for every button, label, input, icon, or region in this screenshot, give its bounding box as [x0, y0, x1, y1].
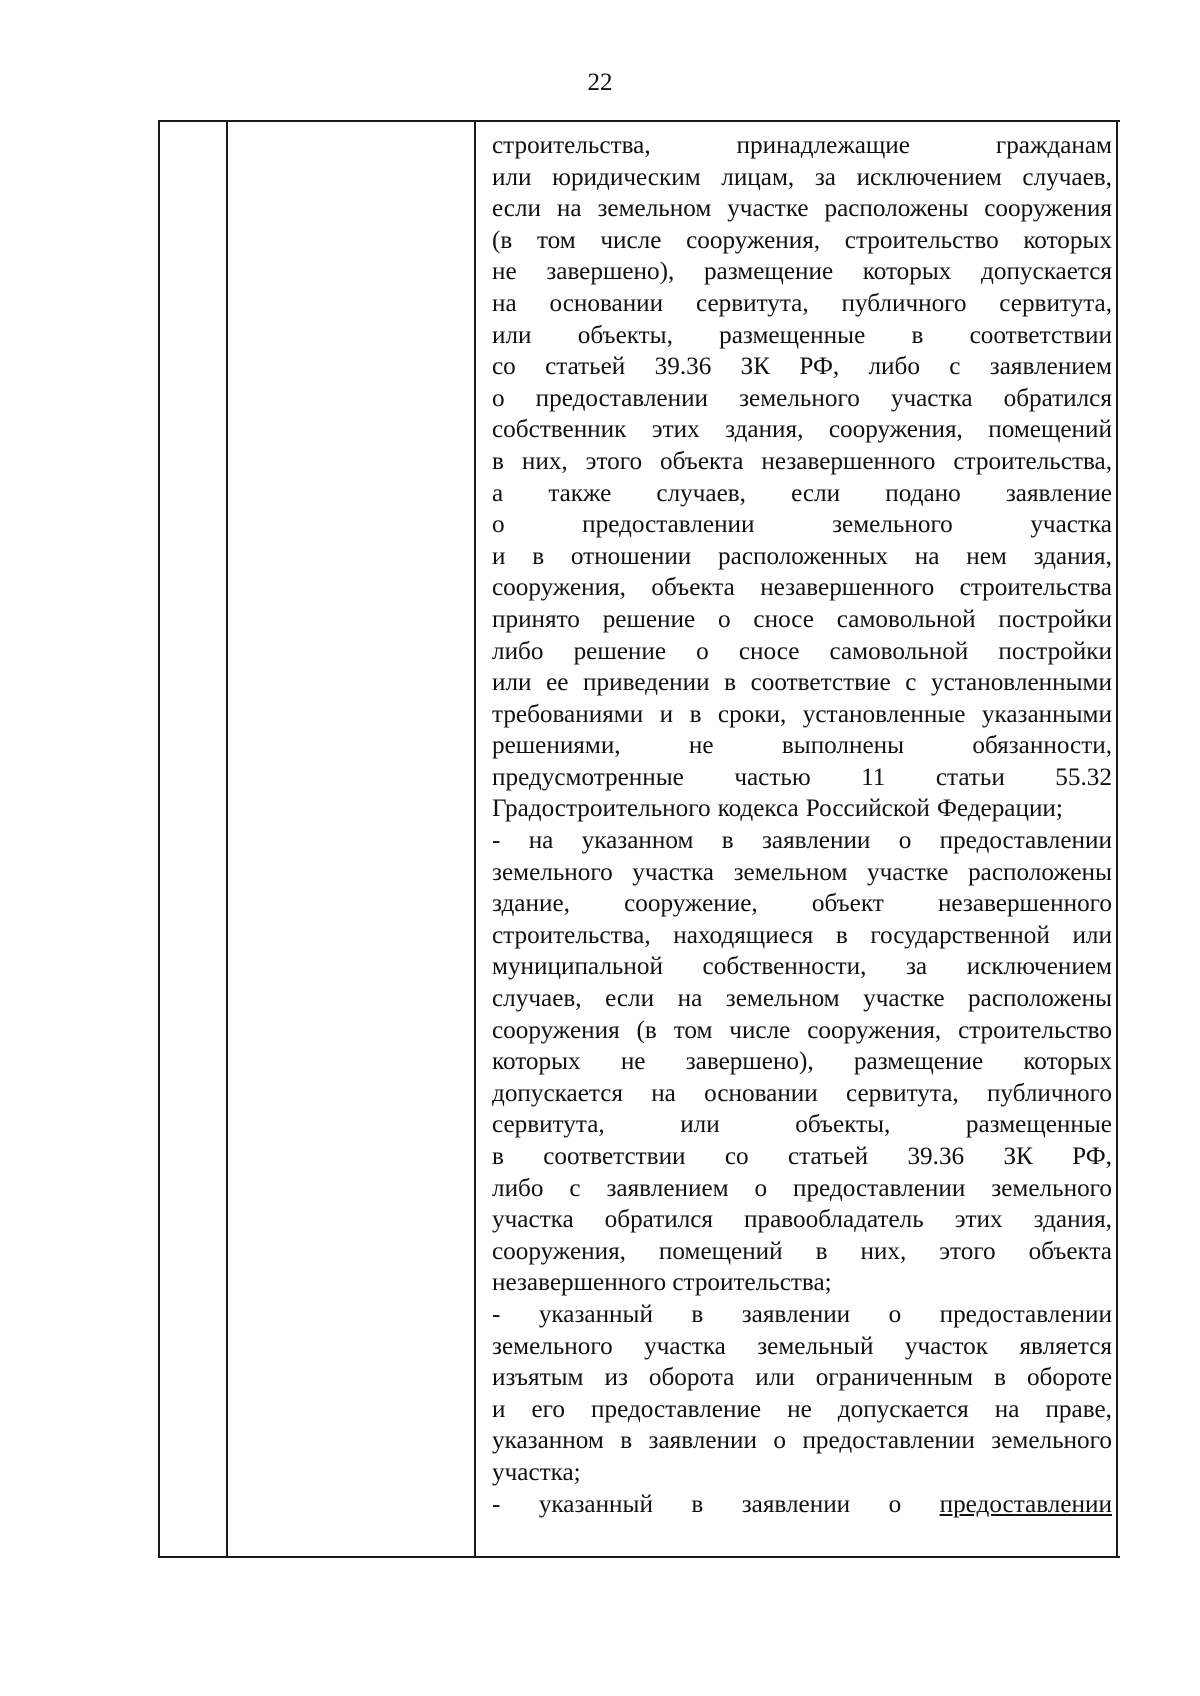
- word: помещений: [658, 1237, 783, 1265]
- word: объекта: [651, 574, 735, 602]
- table-cell-text: [492, 130, 1112, 1520]
- word: сооружения: [984, 195, 1112, 223]
- word: в: [835, 921, 848, 949]
- word: 55.32: [1055, 763, 1112, 791]
- word: сервитута,: [695, 289, 809, 317]
- word: соответствии: [543, 1143, 686, 1170]
- text-line: [492, 162, 1112, 194]
- word: допускается: [837, 1395, 969, 1423]
- word: строительства,: [953, 447, 1112, 475]
- text-line: [492, 793, 1112, 825]
- table-right-border: [1116, 122, 1118, 1556]
- word: на: [556, 195, 582, 223]
- word: Российской: [805, 795, 930, 823]
- document-table: [158, 120, 1120, 1558]
- word: собственности,: [702, 953, 867, 981]
- page-number: 22: [587, 69, 613, 96]
- word: земельном: [597, 195, 712, 223]
- word: расположенных: [718, 542, 889, 570]
- text-line: [492, 351, 1112, 383]
- word: в: [691, 1300, 704, 1328]
- text-line: [492, 446, 1112, 478]
- text-line: [492, 1362, 1112, 1394]
- word: в: [620, 1427, 633, 1455]
- word: предоставлении: [792, 1174, 966, 1202]
- word: о: [492, 384, 505, 412]
- word: основании: [549, 289, 664, 317]
- word: этого: [585, 447, 643, 475]
- text-line: [492, 1425, 1112, 1457]
- word: сервитута,: [999, 289, 1112, 317]
- word: юридическим: [552, 163, 701, 191]
- word: сносе: [738, 637, 800, 665]
- text-line: [492, 951, 1112, 983]
- word: или: [492, 321, 532, 349]
- text-line: [492, 541, 1112, 573]
- word: гражданам: [995, 132, 1112, 159]
- word: либо: [492, 637, 544, 665]
- word: постройки: [998, 605, 1112, 633]
- word: земельного: [492, 1332, 613, 1360]
- word: собственник: [492, 416, 627, 444]
- word: помещений: [988, 416, 1112, 444]
- word: них,: [521, 447, 568, 475]
- word: них,: [860, 1237, 907, 1265]
- word: сносе: [753, 605, 814, 633]
- word: объекта: [1028, 1237, 1112, 1265]
- text-line: [492, 414, 1112, 446]
- word: сооружения,: [828, 416, 963, 444]
- word: принадлежащие: [736, 132, 910, 159]
- word: предоставлении: [802, 1427, 975, 1455]
- word: заявлении: [741, 1300, 851, 1328]
- word: незавершенного: [761, 447, 936, 475]
- word: участка: [1030, 511, 1112, 539]
- word: расположены: [968, 858, 1112, 886]
- word: приведении: [583, 669, 710, 697]
- word: -: [492, 1300, 501, 1328]
- text-line: [492, 825, 1112, 857]
- word: или: [680, 1111, 720, 1139]
- word: в: [492, 447, 504, 475]
- word: указанном: [492, 1427, 604, 1455]
- word: праве,: [1045, 1395, 1112, 1423]
- text-line: [492, 1331, 1112, 1363]
- word: самовольной: [829, 637, 969, 665]
- word: подано: [885, 479, 961, 507]
- word: строительства,: [492, 921, 651, 949]
- text-line: [492, 1299, 1112, 1331]
- word: участке: [727, 195, 809, 223]
- word: заявлением: [606, 1174, 729, 1202]
- word: сроки,: [717, 700, 787, 728]
- word: заявлении: [761, 827, 871, 855]
- word: в: [532, 542, 545, 570]
- word: в: [994, 1364, 1006, 1392]
- word: а: [492, 479, 504, 507]
- word: на: [651, 1079, 676, 1107]
- word: которых: [492, 1048, 581, 1076]
- word: находящиеся: [673, 921, 814, 949]
- text-line: [492, 762, 1112, 794]
- text-line: [492, 857, 1112, 889]
- word: в: [911, 321, 924, 349]
- word: и: [492, 542, 506, 570]
- text-line: [492, 1141, 1112, 1173]
- word: также: [548, 479, 612, 507]
- word: предоставлении: [535, 384, 709, 412]
- word: расположены: [968, 985, 1112, 1013]
- word: случаев,: [492, 985, 582, 1013]
- word: незавершенного: [760, 574, 935, 602]
- word: предусмотренные: [492, 763, 684, 791]
- word: незавершенного строительства;: [492, 1269, 832, 1297]
- word: участке: [863, 985, 945, 1013]
- word: случаев,: [656, 479, 746, 507]
- word: объекты,: [577, 321, 673, 349]
- word: с: [569, 1174, 581, 1202]
- word: на: [677, 985, 703, 1013]
- word: здания,: [1033, 1206, 1112, 1234]
- word: земельного: [991, 1427, 1112, 1455]
- text-line: [492, 288, 1112, 320]
- word: участка: [492, 1206, 574, 1234]
- text-line: [492, 383, 1112, 415]
- word: требованиями: [492, 700, 644, 728]
- word: выполнены: [781, 732, 905, 760]
- text-line: [492, 193, 1112, 225]
- word: земельного: [492, 858, 613, 886]
- table-column-border: [226, 122, 228, 1556]
- word: заявлении: [741, 1490, 851, 1518]
- word: с: [949, 353, 961, 381]
- text-line: [492, 572, 1112, 604]
- word: числе: [729, 1016, 791, 1044]
- word: если: [605, 985, 655, 1013]
- word: лицам,: [721, 163, 795, 191]
- word: не: [787, 1395, 812, 1423]
- word: здание,: [492, 890, 570, 918]
- text-line: [492, 478, 1112, 510]
- word: участка: [644, 1332, 726, 1360]
- word: ЗК: [740, 353, 771, 381]
- word: указанный: [538, 1300, 653, 1328]
- word: является: [1019, 1332, 1112, 1360]
- word: Федерации;: [936, 795, 1063, 823]
- text-line: [492, 1015, 1112, 1047]
- word: сервитута,: [846, 1079, 959, 1107]
- word: либо: [492, 1174, 544, 1202]
- word: соответствии: [969, 321, 1112, 349]
- word: участка;: [492, 1458, 581, 1486]
- word: статьей: [545, 353, 626, 381]
- word: статьи: [935, 763, 1005, 791]
- text-line: [492, 130, 1112, 162]
- word: которых: [862, 258, 952, 286]
- word: о: [718, 605, 731, 633]
- word: этих: [954, 1206, 1003, 1234]
- word: государственной: [870, 921, 1050, 949]
- word: объект: [811, 890, 884, 918]
- word: участке: [867, 858, 949, 886]
- word: случаев,: [1022, 163, 1112, 191]
- word: соответствие: [750, 669, 891, 697]
- word: о: [696, 637, 709, 665]
- word: обороте: [1026, 1364, 1112, 1392]
- word: с: [905, 669, 917, 697]
- word: участок: [904, 1332, 988, 1360]
- word: изъятым: [492, 1364, 584, 1392]
- word: -: [492, 1490, 501, 1518]
- text-line: [492, 256, 1112, 288]
- word: предоставление: [591, 1395, 762, 1423]
- word: расположены: [824, 195, 969, 223]
- text-line: [492, 920, 1112, 952]
- word: сооружения,: [807, 1016, 942, 1044]
- word: и: [659, 700, 674, 728]
- word: ЗК: [1003, 1143, 1033, 1170]
- word: (в: [492, 226, 513, 254]
- text-line: [492, 636, 1112, 668]
- word: размещение: [853, 1048, 984, 1076]
- word: земельного: [991, 1174, 1112, 1202]
- word: предоставлении: [939, 1490, 1112, 1518]
- word: публичного: [986, 1079, 1112, 1107]
- word: о: [773, 1427, 787, 1455]
- word: (в: [636, 1016, 657, 1044]
- word: том: [673, 1016, 713, 1044]
- text-line: [492, 983, 1112, 1015]
- word: завершено),: [546, 258, 675, 286]
- word: обратился: [604, 1206, 714, 1234]
- word: решение: [602, 605, 696, 633]
- word: основании: [704, 1079, 818, 1107]
- word: в: [721, 827, 734, 855]
- word: отношении: [570, 542, 692, 570]
- word: ограниченным: [815, 1364, 974, 1392]
- text-line: [492, 699, 1112, 731]
- text-line: [492, 1204, 1112, 1236]
- word: сооружения,: [686, 226, 821, 254]
- word: обратился: [1003, 384, 1112, 412]
- word: 39.36: [654, 353, 712, 381]
- word: и: [492, 1395, 506, 1423]
- word: на: [528, 827, 554, 855]
- word: или: [755, 1364, 795, 1392]
- word: самовольной: [836, 605, 976, 633]
- word: земельном: [733, 858, 848, 886]
- word: строительства,: [492, 132, 651, 159]
- word: его: [531, 1395, 565, 1423]
- word: или: [1072, 921, 1112, 949]
- word: сооружения,: [492, 574, 626, 602]
- word: незавершенного: [937, 890, 1112, 918]
- word: сооружения,: [492, 1237, 626, 1265]
- word: ее: [546, 669, 569, 697]
- text-line: [492, 730, 1112, 762]
- word: земельный: [757, 1332, 874, 1360]
- word: участка: [632, 858, 714, 886]
- word: заявление: [1005, 479, 1112, 507]
- word: установленными: [930, 669, 1112, 697]
- word: постройки: [998, 637, 1112, 665]
- word: на: [914, 542, 940, 570]
- word: которых: [1023, 1048, 1112, 1076]
- word: заявлением: [989, 353, 1112, 381]
- word: на: [492, 289, 517, 317]
- word: в: [492, 1143, 504, 1170]
- word: публичного: [841, 289, 967, 317]
- text-line: [492, 1173, 1112, 1205]
- word: сооружения: [492, 1016, 620, 1044]
- word: земельного: [739, 384, 860, 412]
- word: если: [492, 195, 542, 223]
- word: о: [898, 827, 912, 855]
- word: размещенные: [965, 1111, 1112, 1139]
- word: оборота: [648, 1364, 735, 1392]
- text-line: [492, 1078, 1112, 1110]
- word: сооружение,: [624, 890, 758, 918]
- word: статьей: [787, 1143, 869, 1170]
- word: о: [492, 511, 505, 539]
- word: РФ,: [799, 353, 840, 381]
- word: если: [791, 479, 841, 507]
- text-line: [492, 1236, 1112, 1268]
- word: строительство: [844, 226, 999, 254]
- word: предоставлении: [939, 827, 1112, 855]
- word: либо: [868, 353, 920, 381]
- word: решение: [573, 637, 667, 665]
- word: объекта: [660, 447, 744, 475]
- word: строительство: [958, 1016, 1112, 1044]
- text-line: [492, 1267, 1112, 1299]
- word: указанный: [538, 1490, 653, 1518]
- word: строительства: [959, 574, 1112, 602]
- word: здания,: [725, 416, 804, 444]
- text-line: [492, 225, 1112, 257]
- word: или: [492, 669, 532, 697]
- text-line: [492, 509, 1112, 541]
- word: земельном: [725, 985, 840, 1013]
- word: -: [492, 827, 501, 855]
- text-line: [492, 888, 1112, 920]
- word: завершено),: [685, 1048, 814, 1076]
- text-line: [492, 1457, 1112, 1489]
- text-line: [492, 667, 1112, 699]
- word: земельного: [832, 511, 953, 539]
- word: размещение: [703, 258, 834, 286]
- word: со: [492, 353, 516, 381]
- word: размещенные: [719, 321, 866, 349]
- word: заявлении: [648, 1427, 757, 1455]
- word: в: [691, 1490, 704, 1518]
- word: этих: [651, 416, 700, 444]
- word: в: [724, 669, 737, 697]
- table-column-border: [474, 122, 476, 1556]
- word: установленные: [802, 700, 966, 728]
- word: муниципальной: [492, 953, 663, 981]
- text-line: [492, 320, 1112, 352]
- word: допускается: [981, 258, 1112, 286]
- word: не: [620, 1048, 646, 1076]
- word: предоставлении: [939, 1300, 1112, 1328]
- word: нем: [966, 542, 1007, 570]
- word: о: [888, 1300, 902, 1328]
- word: о: [888, 1490, 902, 1518]
- word: исключением: [856, 163, 1002, 191]
- text-line: [492, 1489, 1112, 1521]
- word: объекты,: [795, 1111, 891, 1139]
- text-line: [492, 1394, 1112, 1426]
- word: участка: [890, 384, 973, 412]
- word: этого: [939, 1237, 996, 1265]
- word: указанными: [981, 700, 1112, 728]
- word: не: [688, 732, 714, 760]
- word: из: [604, 1364, 628, 1392]
- word: о: [754, 1174, 768, 1202]
- word: за: [814, 163, 836, 191]
- text-line: [492, 1109, 1112, 1141]
- word: за: [905, 953, 928, 981]
- word: в: [815, 1237, 828, 1265]
- word: указанном: [581, 827, 694, 855]
- word: Градостроительного: [492, 795, 711, 823]
- word: кодекса: [717, 795, 799, 823]
- word: допускается: [492, 1079, 623, 1107]
- word: частью: [734, 763, 811, 791]
- word: решениями,: [492, 732, 621, 760]
- word: исключением: [966, 953, 1112, 981]
- word: 11: [861, 763, 886, 791]
- word: обязанности,: [972, 732, 1112, 760]
- word: числе: [600, 226, 662, 254]
- word: здания,: [1033, 542, 1112, 570]
- word: правообладатель: [744, 1206, 924, 1234]
- word: 39.36: [907, 1143, 965, 1170]
- word: предоставлении: [582, 511, 755, 539]
- word: со: [724, 1143, 749, 1170]
- text-line: [492, 1046, 1112, 1078]
- word: в: [689, 700, 702, 728]
- word: не: [492, 258, 517, 286]
- word: которых: [1023, 226, 1112, 254]
- word: принято: [492, 605, 580, 633]
- word: том: [536, 226, 576, 254]
- word: сервитута,: [492, 1111, 605, 1139]
- text-line: [492, 604, 1112, 636]
- word: или: [492, 163, 532, 191]
- word: РФ,: [1072, 1143, 1112, 1170]
- word: на: [994, 1395, 1020, 1423]
